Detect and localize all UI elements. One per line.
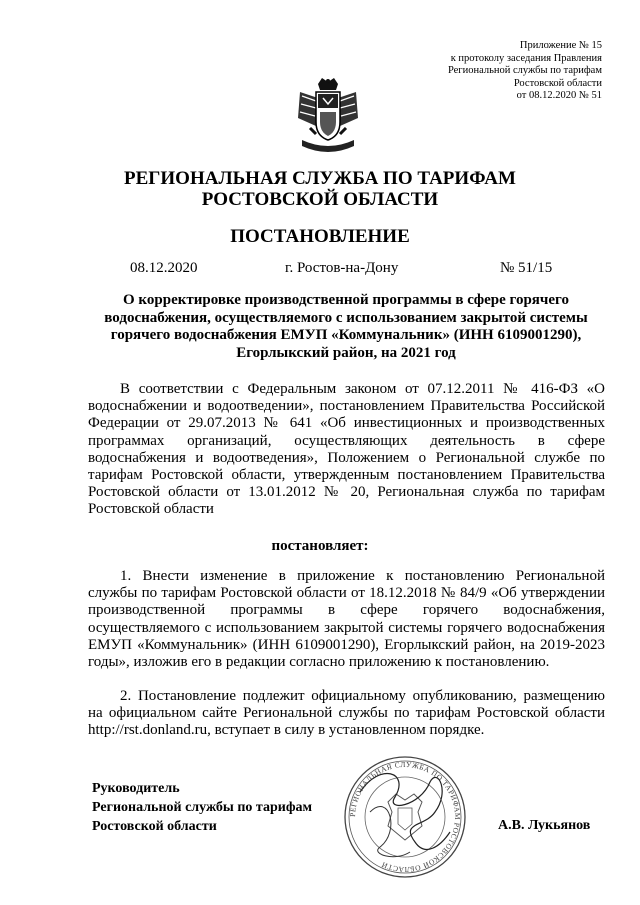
decree-word: постановляет: [271, 538, 369, 554]
document-subject [86, 292, 606, 362]
organization-name [0, 168, 640, 210]
subject-line-3: горячего водоснабжения ЕМУП «Коммунальник» (ИНН 6109001290), [110, 327, 582, 343]
annex-line-4: Ростовской области [513, 77, 602, 89]
signatory-name: А.В. Лукьянов [498, 818, 591, 833]
annex-line-1: Приложение № 15 [519, 40, 602, 51]
signatory-title [92, 779, 312, 836]
coat-of-arms-icon [296, 78, 360, 156]
subject-line-1: О корректировке производственной программы в сфере горячего [123, 292, 569, 308]
subject-line-2: водоснабжения, осуществляемого с использованием закрытой системы [104, 309, 588, 326]
item-1-paragraph: 1. Внести изменение в приложение к постановлению Региональной службы по тарифам Ростовской области от 18.12.2018 № 84/9 «Об утверждении производственной программы в сфере горячего водоснабжения, осуществляемого с использованием закрытой системы горячего водоснабжения ЕМУП «Коммунальник» (ИНН 6109001290), Егорлыкский район, на 2019-2023 годы», изложив его в редакции согласно приложению к постановлению. [88, 568, 605, 671]
document-number: № 51/15 [500, 260, 553, 276]
seal-text: РЕГИОНАЛЬНАЯ СЛУЖБА ПО ТАРИФАМ РОСТОВСКОЙ ОБЛАСТИ [347, 759, 463, 875]
signatory-line-3: Ростовской области [92, 819, 217, 834]
annex-note [448, 40, 602, 103]
document-type: ПОСТАНОВЛЕНИЕ [230, 226, 410, 247]
item-2-paragraph: 2. Постановление подлежит официальному опубликованию, размещению на официальном сайте Региональной службы по тарифам Ростовской области http://rst.donland.ru, вступает в силу в установленном порядке. [88, 688, 605, 739]
subject-line-4: Егорлыкский район, на 2021 год [236, 344, 456, 361]
organization-line-1: РЕГИОНАЛЬНАЯ СЛУЖБА ПО ТАРИФАМ [124, 168, 516, 189]
annex-line-5: от 08.12.2020 № 51 [516, 90, 602, 102]
preamble-paragraph: В соответствии с Федеральным законом от 07.12.2011 № 416-ФЗ «О водоснабжении и водоотведении», постановлением Правительства Российской Федерации от 29.07.2013 № 641 «Об инвестиционных и производственных программах организаций, осуществляющих деятельность в сфере водоснабжения и водоотведения», Положением о Региональной службе по тарифам Ростовской области, утвержденным постановлением Правительства Ростовской области от 13.01.2012 № 20, Региональная служба по тарифам Ростовской области [88, 381, 605, 518]
annex-line-2: к протоколу заседания Правления [450, 52, 602, 64]
official-seal-icon [340, 752, 470, 882]
annex-line-3: Региональной службы по тарифам [447, 65, 602, 77]
signatory-line-1: Руководитель [92, 781, 180, 796]
organization-line-2: РОСТОВСКОЙ ОБЛАСТИ [201, 189, 439, 210]
signatory-line-2: Региональной службы по тарифам [92, 800, 313, 815]
document-date: 08.12.2020 [130, 260, 198, 276]
document-city: г. Ростов-на-Дону [285, 260, 399, 276]
